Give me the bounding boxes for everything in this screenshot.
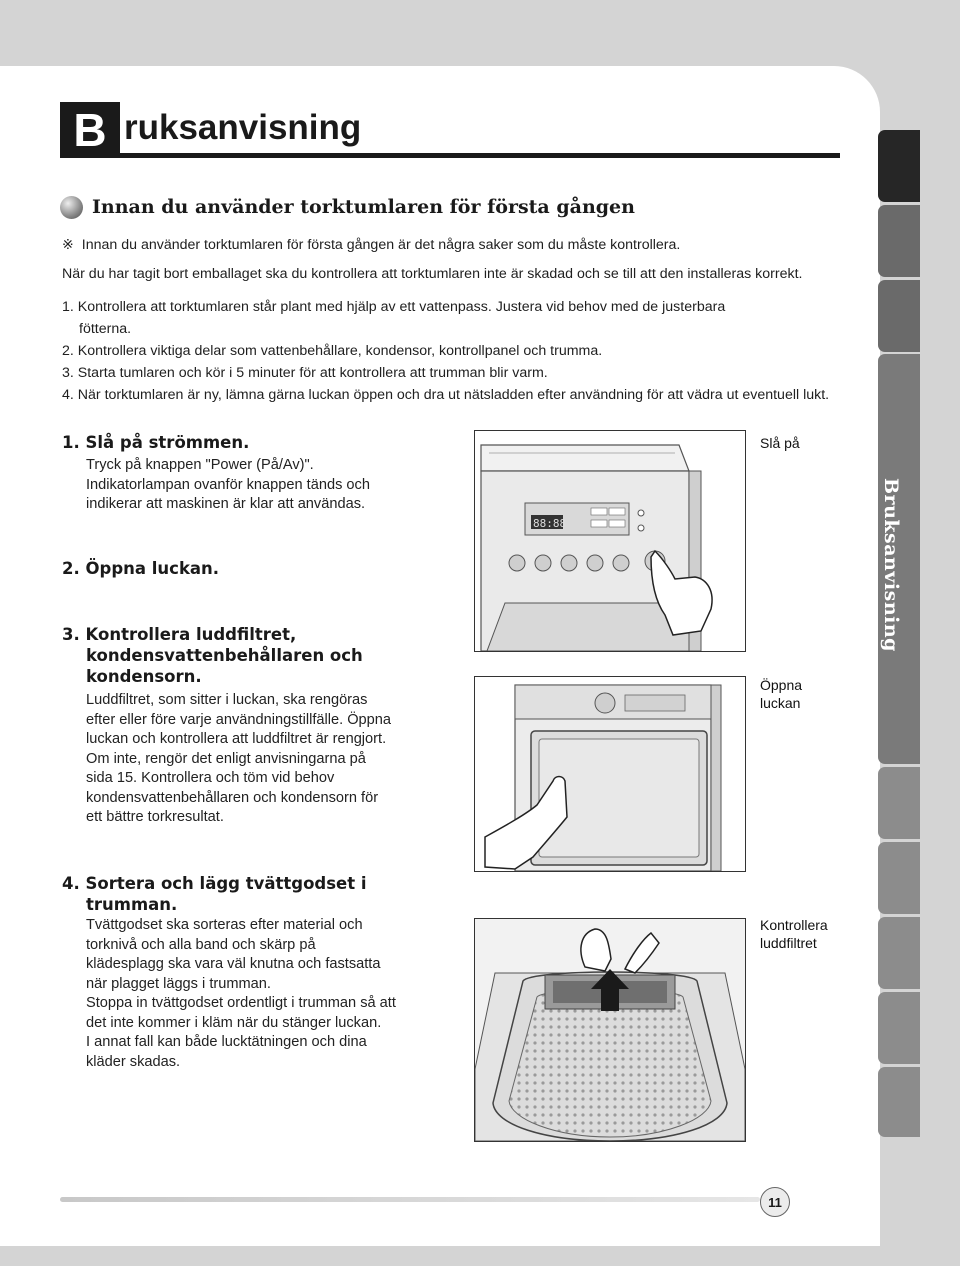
checklist-item: 4. När torktumlaren är ny, lämna gärna luckan öppen och dra ut nätsladden efter användning för att vädra ut eventuell lukt. [62, 387, 830, 403]
step-heading: 4. Sortera och lägg tvättgodset i trumman. [62, 874, 367, 914]
reference-mark-icon: ※ [62, 237, 74, 253]
side-tab-2[interactable] [878, 205, 920, 277]
step-body: Tryck på knappen "Power (På/Av)". Indikatorlampan ovanför knappen tänds och indikerar att maskinen är klar att användas. [86, 457, 370, 512]
figure-caption: Slå på [760, 435, 800, 451]
dryer-door-illustration [475, 677, 745, 871]
step-body: Tvättgodset ska sorteras efter material och torknivå och alla band och skärp på klädesplagg ska vara väl knutna och fastsatta när plagget läggs i trumman. Stoppa in tvättgodset ordentligt i trumman så att det inte kommer i kläm när du stänger luckan. I annat fall kan både lucktätningen och dina kläder skadas. [86, 917, 396, 1070]
figure-power-on [474, 430, 746, 652]
side-tab-label: Bruksanvisning [880, 478, 902, 652]
lint-filter-illustration [475, 919, 745, 1141]
side-tab-3[interactable] [878, 280, 920, 352]
checklist-item: 2. Kontrollera viktiga delar som vattenbehållare, kondensor, kontrollpanel och trumma. [62, 343, 603, 359]
footer-rule [60, 1197, 760, 1202]
title-initial: B [60, 102, 120, 158]
side-tab-1[interactable] [878, 130, 920, 202]
title-rule [120, 153, 840, 158]
side-tab-9[interactable] [878, 1067, 920, 1137]
section-title: Innan du använder torktumlaren för första gången [92, 196, 635, 218]
side-tab-5[interactable] [878, 767, 920, 839]
side-tab-7[interactable] [878, 917, 920, 989]
bullet-circle-icon [60, 196, 83, 219]
step-heading: 3. Kontrollera luddfiltret, kondensvattenbehållaren och kondensorn. [62, 625, 363, 686]
checklist-item: 3. Starta tumlaren och kör i 5 minuter för att kontrollera att trumman blir varm. [62, 365, 548, 381]
figure-caption: Öppna luckan [760, 677, 803, 711]
figure-open-door [474, 676, 746, 872]
page-number: 11 [760, 1187, 790, 1217]
side-tab-6[interactable] [878, 842, 920, 914]
step-heading: 2. Öppna luckan. [62, 559, 220, 578]
checklist-item-cont: fötterna. [79, 321, 132, 337]
display-readout: 88:88 [533, 517, 567, 530]
page-title: ruksanvisning [124, 108, 362, 147]
step-body: Luddfiltret, som sitter i luckan, ska rengöras efter eller före varje användningstillfälle. Öppna luckan och kontrollera att luddfiltret är rengjort. Om inte, rengör det enligt anvisningarna på sida 15. Kontrollera och töm vid behov kondensvattenbehållaren och kondensorn för ett bättre torkresultat. [86, 692, 392, 825]
step-heading: 1. Slå på strömmen. [62, 433, 250, 452]
figure-caption: Kontrollera luddfiltret [760, 917, 828, 951]
dryer-control-panel-illustration [475, 431, 745, 651]
checklist-item: 1. Kontrollera att torktumlaren står plant med hjälp av ett vattenpass. Justera vid behov med de justerbara [62, 299, 726, 315]
side-tab-8[interactable] [878, 992, 920, 1064]
intro-note: ※ Innan du använder torktumlaren för första gången är det några saker som du måste kontrollera. [62, 237, 681, 253]
intro-line: När du har tagit bort emballaget ska du kontrollera att torktumlaren inte är skadad och se till att den installeras korrekt. [62, 266, 803, 282]
figure-lint-filter [474, 918, 746, 1142]
